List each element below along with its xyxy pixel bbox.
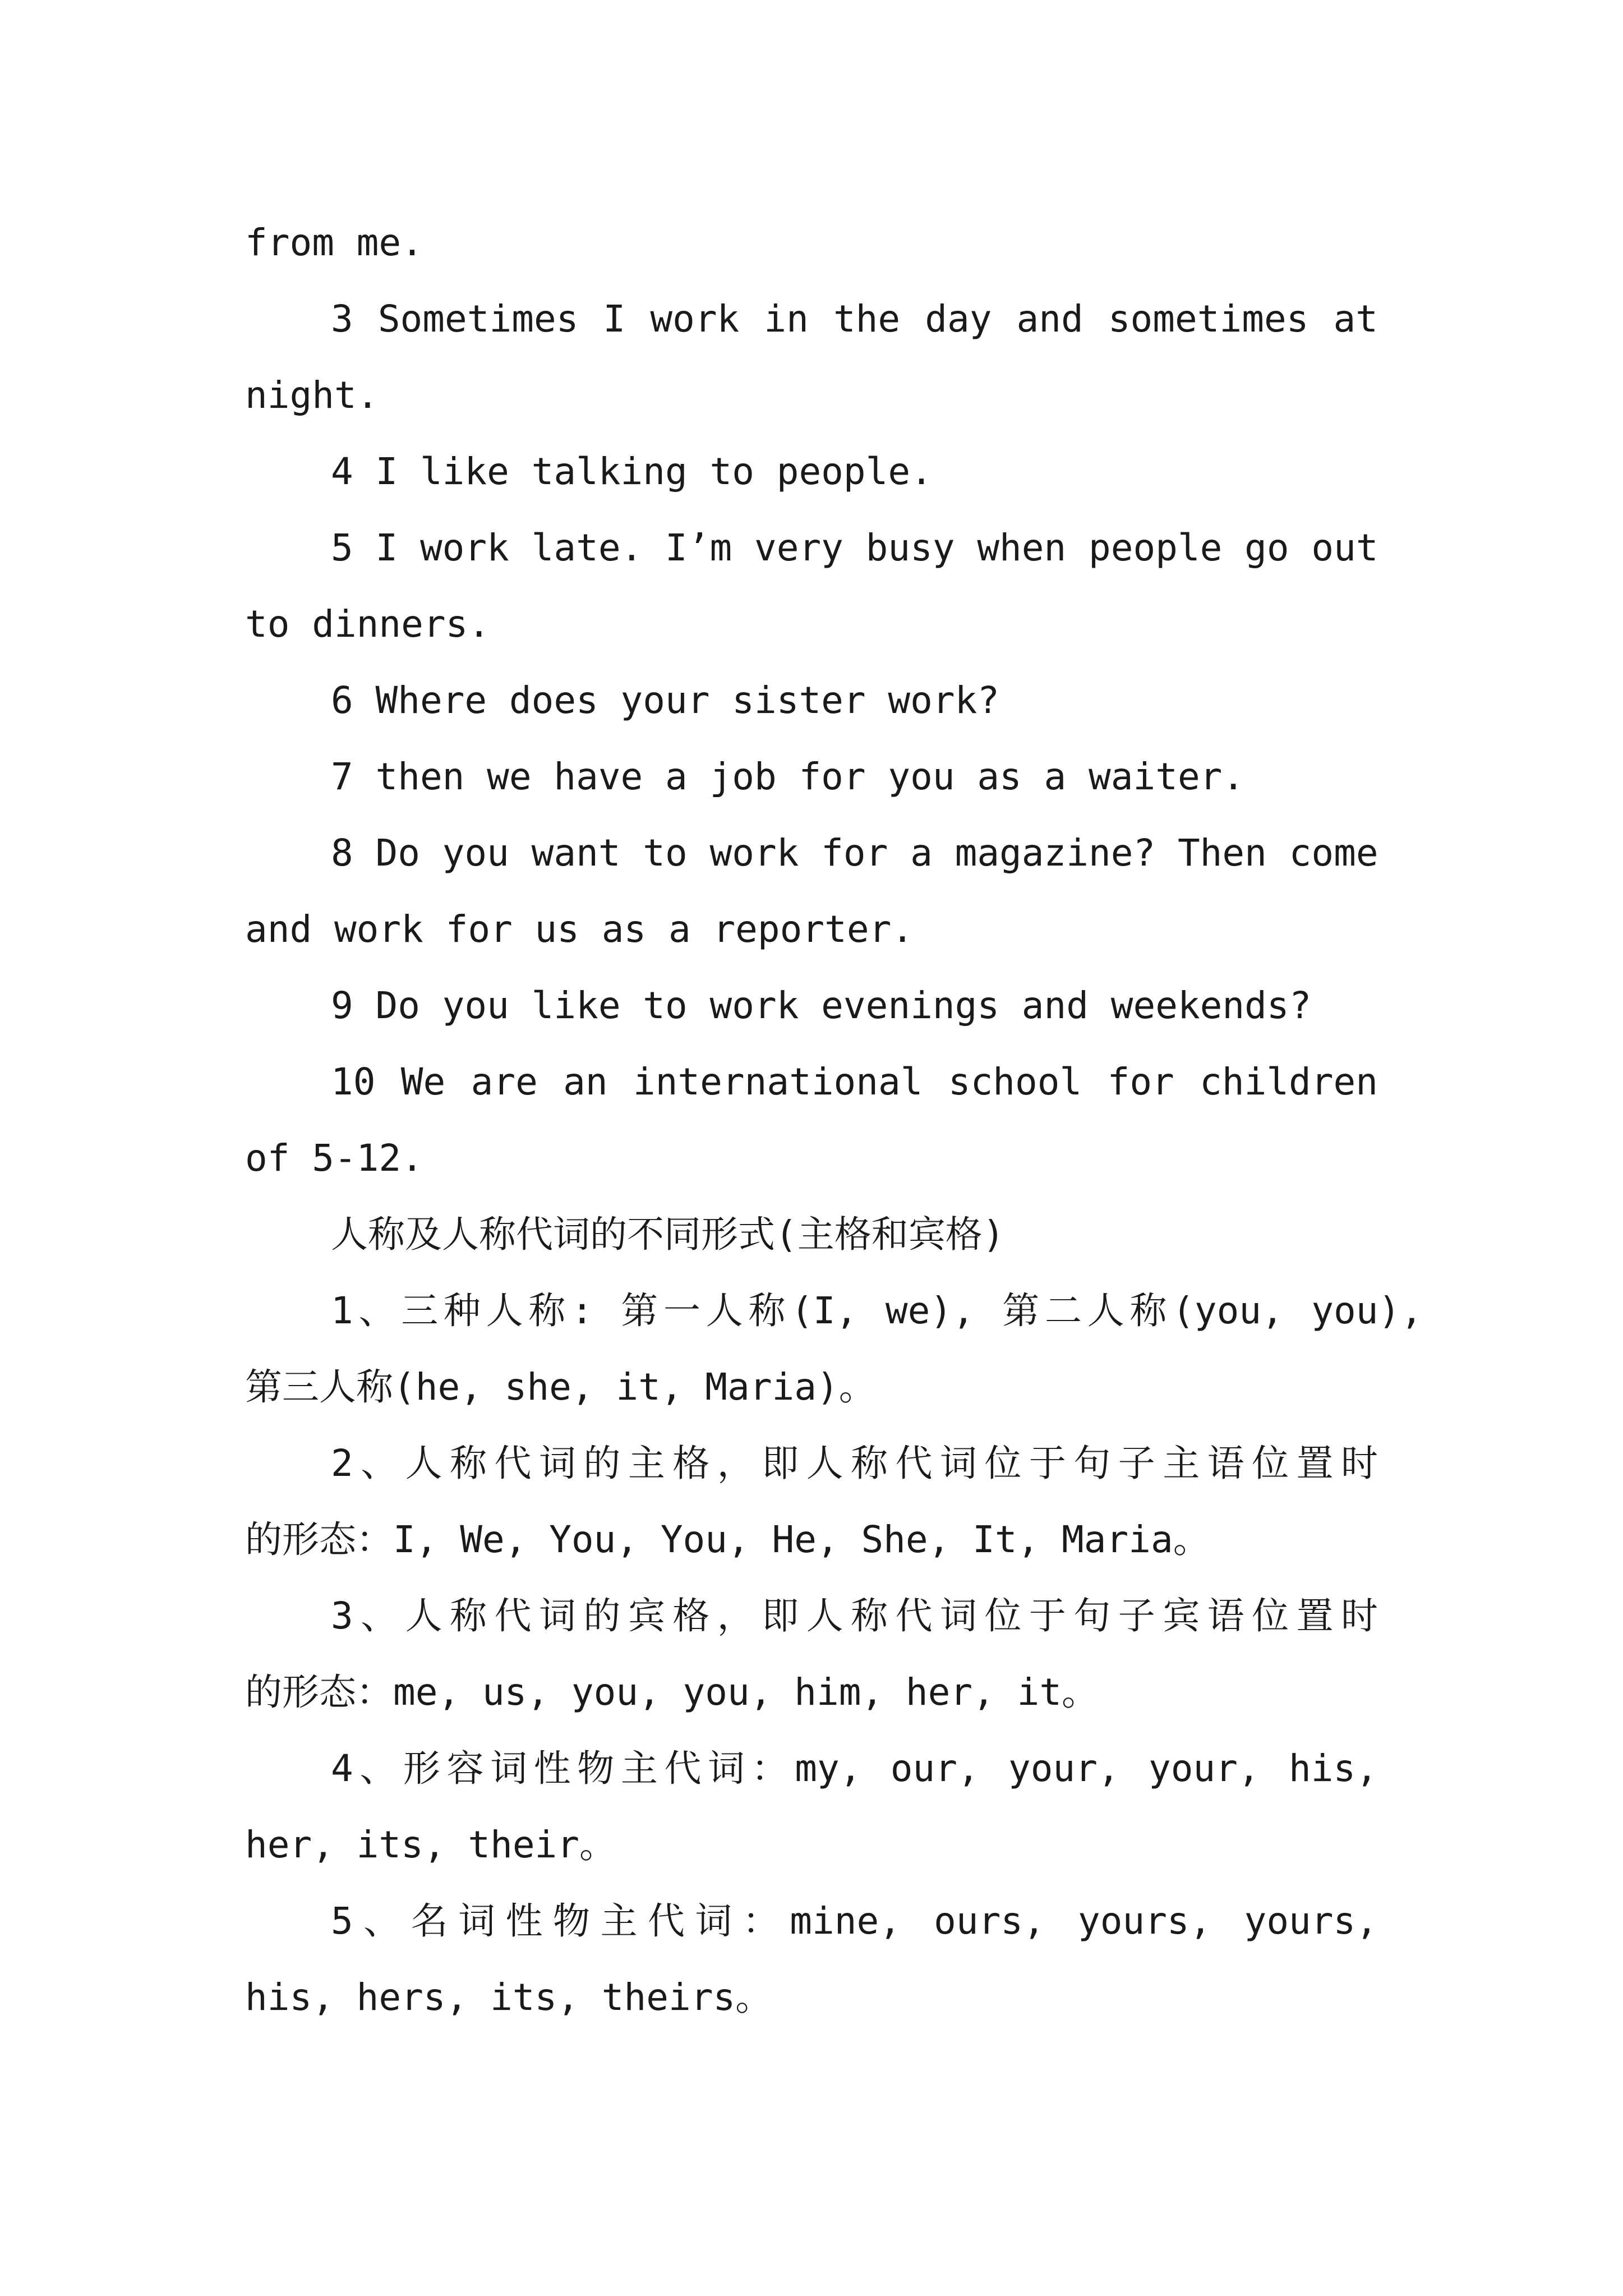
text-line: from me. xyxy=(245,221,423,264)
text-line: 2、人称代词的主格，即人称代词位于句子主语位置时 xyxy=(331,1442,1378,1485)
text-line: 8 Do you want to work for a magazine? Then come xyxy=(331,831,1378,875)
text-line: 3 Sometimes I work in the day and sometimes at xyxy=(331,297,1378,341)
text-line: 1、三种人称: 第一人称(I, we), 第二人称(you, you), xyxy=(331,1289,1423,1332)
text-line: 9 Do you like to work evenings and weekends? xyxy=(331,984,1312,1027)
text-line: 5、名词性物主代词：mine, ours, yours, yours, xyxy=(331,1899,1378,1943)
text-line: 的形态：I, We, You, You, He, She, It, Maria。 xyxy=(245,1518,1210,1561)
text-line: to dinners. xyxy=(245,602,491,646)
text-line: 7 then we have a job for you as a waiter. xyxy=(331,755,1245,798)
text-line: her, its, their。 xyxy=(245,1823,617,1866)
text-line: his, hers, its, theirs。 xyxy=(245,1976,773,2019)
text-line: 第三人称(he, she, it, Maria)。 xyxy=(245,1365,876,1409)
text-line: 的形态：me, us, you, you, him, her, it。 xyxy=(245,1671,1099,1714)
text-line: 6 Where does your sister work? xyxy=(331,679,1000,722)
text-line: 人称及人称代词的不同形式(主格和宾格) xyxy=(331,1213,1005,1256)
text-line: of 5-12. xyxy=(245,1137,423,1180)
text-line: night. xyxy=(245,374,379,417)
text-line: 4 I like talking to people. xyxy=(331,450,933,493)
text-line: 4、形容词性物主代词：my, our, your, your, his, xyxy=(331,1747,1378,1790)
text-line: 3、人称代词的宾格，即人称代词位于句子宾语位置时 xyxy=(331,1594,1378,1637)
text-line: and work for us as a reporter. xyxy=(245,908,914,951)
text-line: 10 We are an international school for children xyxy=(331,1060,1378,1103)
text-line: 5 I work late. I’m very busy when people go out xyxy=(331,526,1378,569)
